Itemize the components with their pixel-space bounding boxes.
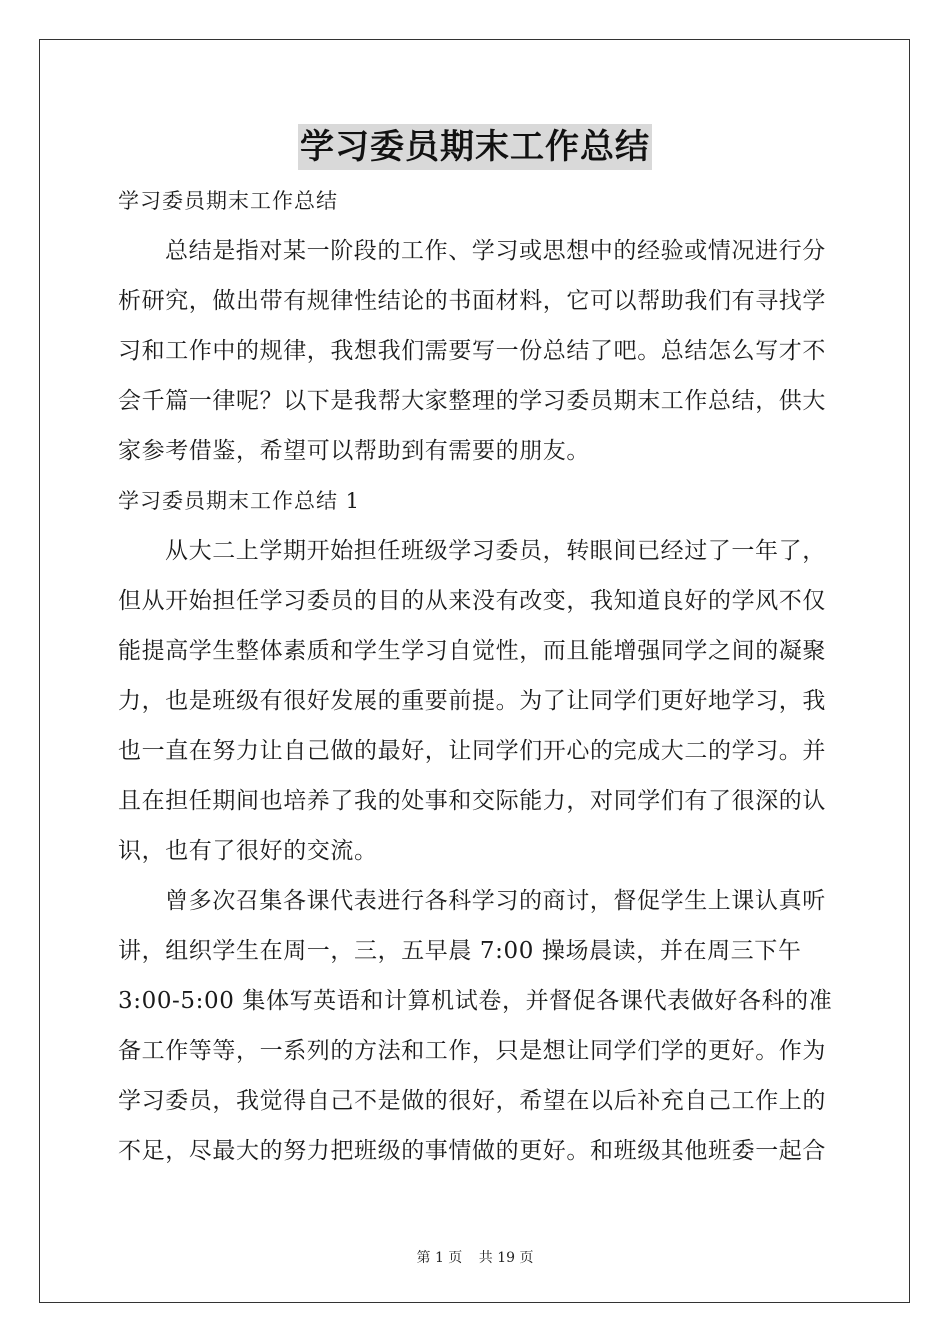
- paragraph-line: 家参考借鉴，希望可以帮助到有需要的朋友。: [118, 438, 590, 464]
- paragraph-line: 曾多次召集各课代表进行各科学习的商讨，督促学生上课认真听: [165, 888, 826, 914]
- page-total: 共 19 页: [478, 1250, 534, 1266]
- paragraph-line: 备工作等等，一系列的方法和工作，只是想让同学们学的更好。作为: [118, 1038, 826, 1064]
- paragraph-line: 总结是指对某一阶段的工作、学习或思想中的经验或情况进行分: [165, 238, 826, 264]
- page-footer: [0, 1247, 950, 1267]
- paragraph-line: 不足，尽最大的努力把班级的事情做的更好。和班级其他班委一起合: [118, 1138, 826, 1164]
- paragraph-line: 析研究，做出带有规律性结论的书面材料，它可以帮助我们有寻找学: [118, 288, 826, 314]
- section-heading: 学习委员期末工作总结: [118, 189, 338, 213]
- paragraph-line: 且在担任期间也培养了我的处事和交际能力，对同学们有了很深的认: [118, 788, 826, 814]
- paragraph-line: 会千篇一律呢？以下是我帮大家整理的学习委员期末工作总结，供大: [118, 388, 826, 414]
- paragraph-line: 讲，组织学生在周一，三，五早晨 7:00 操场晨读，并在周三下午: [118, 938, 802, 964]
- paragraph-line: 能提高学生整体素质和学生学习自觉性，而且能增强同学之间的凝聚: [118, 638, 826, 664]
- paragraph-line: 也一直在努力让自己做的最好，让同学们开心的完成大二的学习。并: [118, 738, 826, 764]
- paragraph-line: 3:00-5:00 集体写英语和计算机试卷，并督促各课代表做好各科的准: [118, 988, 833, 1014]
- paragraph-line: 从大二上学期开始担任班级学习委员，转眼间已经过了一年了，: [165, 538, 826, 564]
- document-title: 学习委员期末工作总结: [298, 124, 652, 170]
- paragraph-line: 识，也有了很好的交流。: [118, 838, 378, 864]
- paragraph-line: 学习委员，我觉得自己不是做的很好，希望在以后补充自己工作上的: [118, 1088, 826, 1114]
- paragraph-line: 但从开始担任学习委员的目的从来没有改变，我知道良好的学风不仅: [118, 588, 826, 614]
- page-number: 第 1 页: [416, 1250, 463, 1266]
- document-body: [118, 176, 834, 1176]
- title-container: [0, 124, 950, 170]
- paragraph-line: 力，也是班级有很好发展的重要前提。为了让同学们更好地学习，我: [118, 688, 826, 714]
- section-heading: 学习委员期末工作总结 1: [118, 489, 361, 513]
- paragraph-line: 习和工作中的规律，我想我们需要写一份总结了吧。总结怎么写才不: [118, 338, 826, 364]
